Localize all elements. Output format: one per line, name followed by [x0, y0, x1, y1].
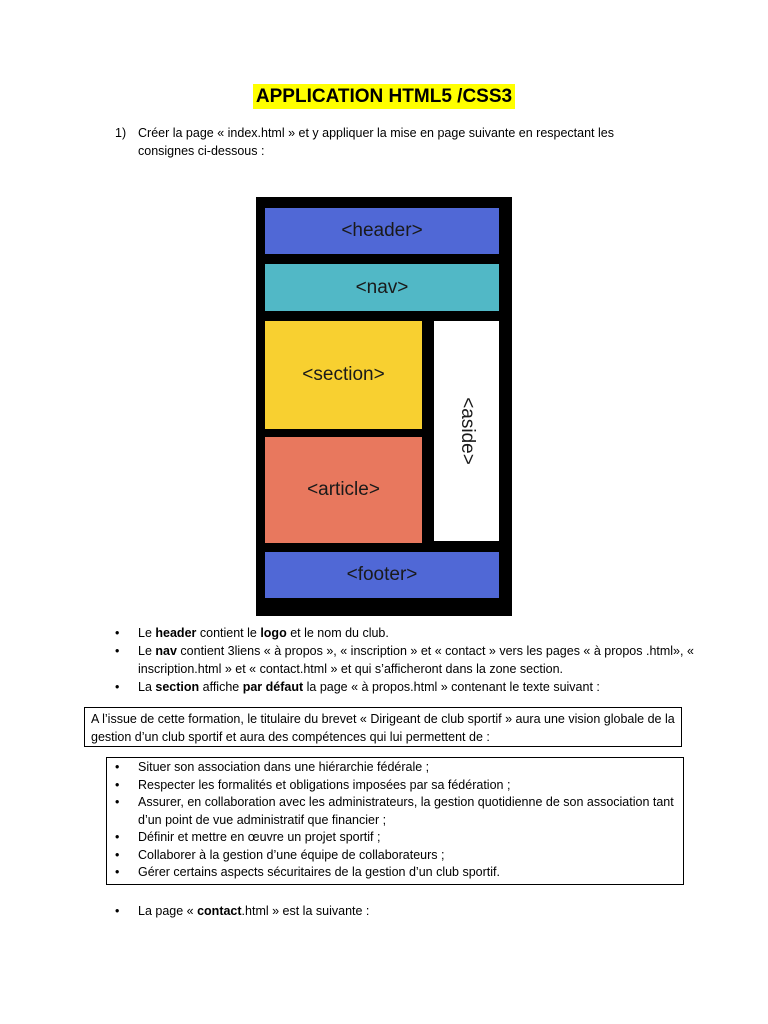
skills-list-item-text: Respecter les formalités et obligations imposées par sa fédération ; [138, 777, 511, 792]
list-item: • Le header contient le logo et le nom du club. [115, 626, 389, 640]
skills-list-item-text: Gérer certains aspects sécuritaires de la gestion d’un club sportif. [138, 865, 500, 879]
requirements-list [115, 624, 715, 696]
diagram-header-label: <header> [341, 220, 423, 241]
diagram-footer-label: <footer> [346, 564, 418, 585]
skills-list-item [115, 847, 675, 865]
diagram-header-block [265, 208, 499, 254]
skills-list-item-text: Définir et mettre en œuvre un projet sportif ; [138, 830, 381, 844]
skills-list-item [115, 829, 675, 847]
skills-list-item [115, 759, 675, 777]
skills-list-item [115, 864, 675, 882]
diagram-nav-block [265, 264, 499, 311]
step-number: 1) [115, 126, 127, 140]
skills-box [106, 757, 684, 885]
bullet-icon: • [115, 847, 120, 862]
bullet-icon: • [115, 626, 120, 640]
title-text: APPLICATION HTML5 /CSS3 [253, 84, 515, 109]
skills-list-item-text: Situer son association dans une hiérarchie fédérale ; [138, 760, 430, 774]
diagram-article-label: <article> [307, 479, 380, 500]
bullet-icon: • [115, 644, 120, 658]
bullet-icon: • [115, 680, 120, 694]
skills-list-item-text: Collaborer à la gestion d’une équipe de collaborateurs ; [138, 847, 445, 862]
bullet-icon: • [115, 904, 120, 918]
list-item: • La section affiche par défaut la page « à propos.html » contenant le texte suivant : [115, 680, 600, 694]
step-text: Créer la page « index.html » et y appliquer la mise en page suivante en respectant les consignes ci-dessous : [138, 126, 614, 158]
quoted-text-box [84, 707, 682, 747]
bullet-icon: • [115, 760, 120, 774]
diagram-section-block [265, 321, 422, 429]
layout-diagram [256, 197, 512, 616]
bullet-icon: • [115, 795, 120, 809]
skills-list-item [115, 777, 675, 795]
bullet-icon: • [115, 865, 120, 879]
diagram-footer-block [265, 552, 499, 598]
diagram-article-block [265, 437, 422, 543]
diagram-section-label: <section> [302, 364, 385, 385]
bullet-icon: • [115, 830, 120, 844]
diagram-aside-label: <aside> [456, 397, 478, 465]
diagram-aside-block [434, 321, 499, 541]
contact-bullet: • La page « contact.html » est la suivante : [115, 904, 370, 918]
list-item: • Le nav contient 3liens « à propos », « inscription » et « contact » vers les pages « à propos .html», « inscription.html » et « contact.html » et qui s’afficheront dans la zone section. [115, 644, 694, 676]
bullet-icon: • [115, 777, 120, 792]
skills-list-item [115, 794, 675, 829]
diagram-nav-label: <nav> [355, 276, 409, 298]
skills-list-item-text: Assurer, en collaboration avec les administrateurs, la gestion quotidienne de son association tant d’un point de vue administratif que financier ; [138, 795, 674, 827]
page-title [0, 86, 768, 108]
quoted-text: A l’issue de cette formation, le titulaire du brevet « Dirigeant de club sportif » aura une vision globale de la gestion d’un club sportif et aura des compétences qui lui permettent de : [91, 712, 675, 744]
